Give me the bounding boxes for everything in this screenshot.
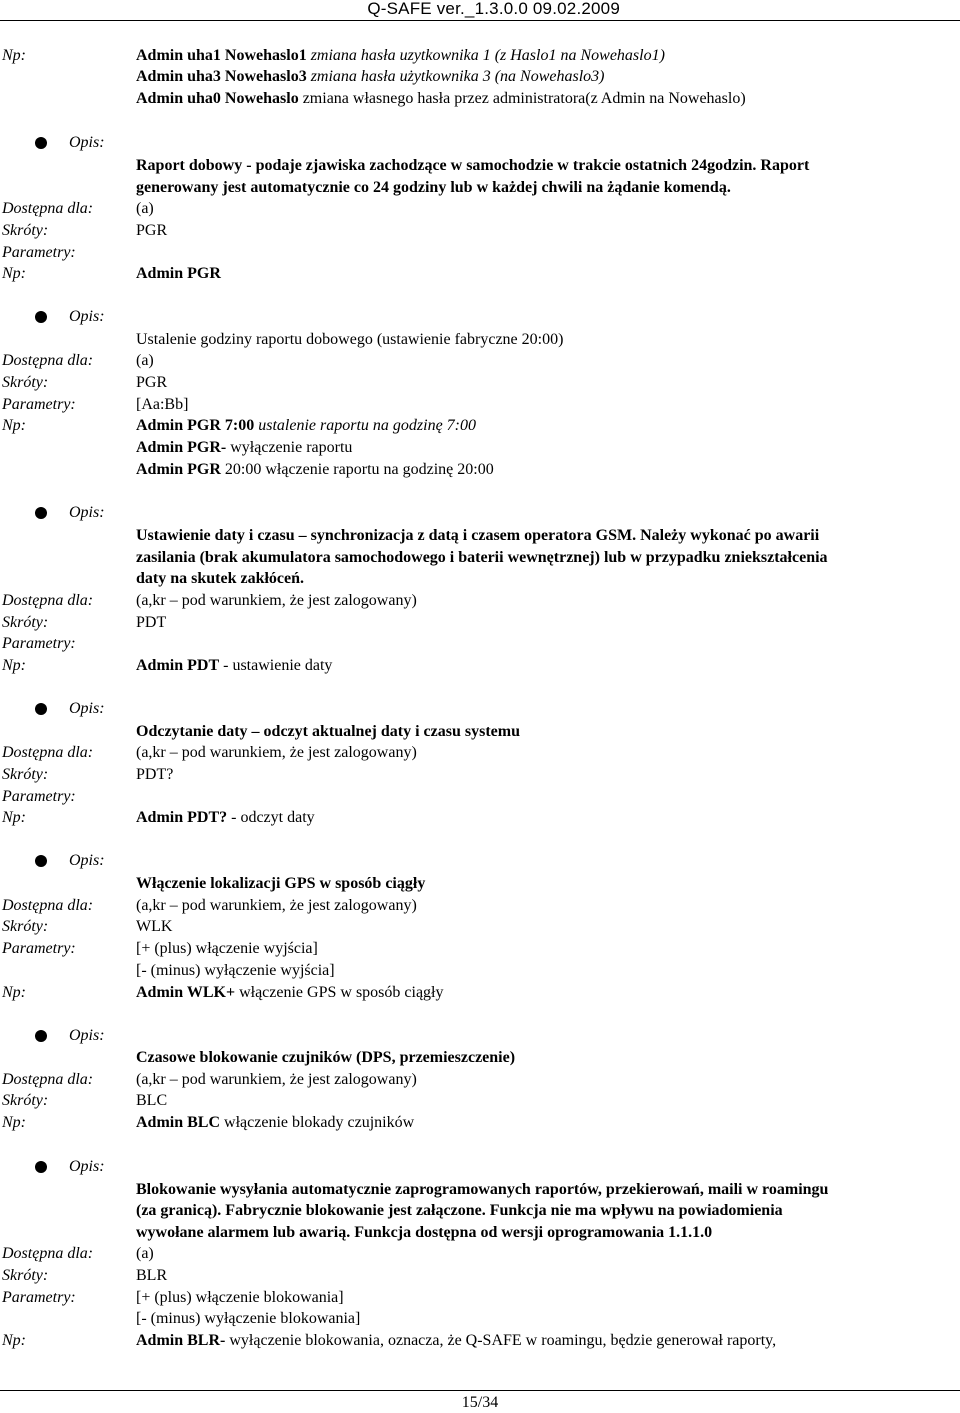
footer-divider [0, 1390, 960, 1391]
s5-dostepna: Dostępna dla: (a,kr – pod warunkiem, że jest zalogowany) [2, 897, 417, 914]
command: Admin uha1 Nowehaslo1 [136, 47, 311, 64]
bullet-icon [35, 855, 47, 867]
command: Admin uha3 Nowehaslo3 [136, 68, 311, 85]
bullet-icon [35, 703, 47, 715]
bullet-icon [35, 1161, 47, 1173]
s5-parametry-1: Parametry: [+ (plus) włączenie wyjścia] [2, 940, 318, 957]
s3-desc-2: zasilania (brak akumulatora samochodowego i baterii wewnętrznej) lub w przypadku zniekształcenia [136, 549, 828, 566]
command-desc: zmiana własnego hasła przez administratora(z Admin na Nowehaslo) [302, 90, 746, 107]
page-header [0, 0, 960, 20]
s2-dostepna: Dostępna dla: (a) [2, 352, 154, 369]
s4-opis-row: Opis: [0, 698, 960, 720]
command-desc: zmiana hasła użytkownika 3 (na Nowehaslo3) [310, 68, 605, 85]
s3-dostepna: Dostępna dla: (a,kr – pod warunkiem, że jest zalogowany) [2, 592, 417, 609]
intro-row-2 [0, 66, 960, 88]
s6-desc: Czasowe blokowanie czujników (DPS, przemieszczenie) [136, 1049, 516, 1066]
s1-np: Np: Admin PGR [2, 265, 221, 282]
np-label: Np: [2, 47, 26, 64]
s2-skroty: Skróty: PGR [2, 374, 168, 391]
s7-parametry-1: Parametry: [+ (plus) włączenie blokowania] [2, 1289, 344, 1306]
s7-desc-2: (za granicą). Fabrycznie blokowanie jest załączone. Funkcja nie ma wpływu na powiadomienia [136, 1202, 783, 1219]
s1-dostepna: Dostępna dla: (a) [2, 200, 154, 217]
s7-opis-row: Opis: [0, 1156, 960, 1178]
s1-desc-1: Raport dobowy - podaje zjawiska zachodzące w samochodzie w trakcie ostatnich 24godzin. Raport [136, 157, 810, 174]
intro-row-1 [0, 45, 960, 67]
s2-opis-row: Opis: [0, 306, 960, 328]
s2-np-2: Admin PGR- wyłączenie raportu [136, 439, 353, 456]
s6-skroty: Skróty: BLC [2, 1092, 168, 1109]
s5-parametry-2: [- (minus) wyłączenie wyjścia] [136, 962, 335, 979]
bullet-icon [35, 311, 47, 323]
s3-np: Np: Admin PDT - ustawienie daty [2, 657, 333, 674]
opis-label: Opis: [69, 134, 105, 151]
s2-desc: Ustalenie godziny raportu dobowego (ustawienie fabryczne 20:00) [136, 331, 564, 348]
command: Admin uha0 Nowehaslo [136, 90, 303, 107]
s1-desc-2: generowany jest automatycznie co 24 godziny lub w każdej chwili na żądanie komendą. [136, 179, 731, 196]
s7-skroty: Skróty: BLR [2, 1267, 168, 1284]
s2-parametry: Parametry: [Aa:Bb] [2, 396, 189, 413]
s3-opis-row: Opis: [0, 502, 960, 524]
s5-opis-row: Opis: [0, 850, 960, 872]
s1-parametry: Parametry: [2, 244, 76, 261]
s6-opis-row: Opis: [0, 1025, 960, 1047]
s4-np: Np: Admin PDT? - odczyt daty [2, 809, 315, 826]
bullet-icon [35, 1030, 47, 1042]
page-number: 15/34 [461, 1394, 499, 1411]
s1-opis-row [0, 132, 960, 154]
s3-parametry: Parametry: [2, 635, 76, 652]
command-desc: zmiana hasła uzytkownika 1 (z Haslo1 na Nowehaslo1) [310, 47, 665, 64]
header-divider [0, 20, 960, 21]
s4-parametry: Parametry: [2, 788, 76, 805]
s5-desc: Włączenie lokalizacji GPS w sposób ciągły [136, 875, 426, 892]
s7-desc-1: Blokowanie wysyłania automatycznie zaprogramowanych raportów, przekierowań, maili w roamingu [136, 1181, 829, 1198]
s5-skroty: Skróty: WLK [2, 918, 173, 935]
s4-dostepna: Dostępna dla: (a,kr – pod warunkiem, że jest zalogowany) [2, 744, 417, 761]
intro-row-3 [0, 88, 960, 110]
s7-parametry-2: [- (minus) wyłączenie blokowania] [136, 1310, 361, 1327]
s3-desc-1: Ustawienie daty i czasu – synchronizacja z datą i czasem operatora GSM. Należy wykonać po awarii [136, 527, 820, 544]
s4-desc: Odczytanie daty – odczyt aktualnej daty i czasu systemu [136, 723, 520, 740]
s2-np-3: Admin PGR 20:00 włączenie raportu na godzinę 20:00 [136, 461, 494, 478]
s4-skroty: Skróty: PDT? [2, 766, 174, 783]
s6-np: Np: Admin BLC włączenie blokady czujników [2, 1114, 415, 1131]
s2-np-1: Np: Admin PGR 7:00 ustalenie raportu na godzinę 7:00 [2, 417, 476, 434]
s5-np: Np: Admin WLK+ włączenie GPS w sposób ciągły [2, 984, 444, 1001]
s7-desc-3: wywołane alarmem lub awarią. Funkcja dostępna od wersji oprogramowania 1.1.1.0 [136, 1224, 713, 1241]
header-title: Q-SAFE ver._1.3.0.0 09.02.2009 [367, 0, 620, 18]
s7-np: Np: Admin BLR- wyłączenie blokowania, oznacza, że Q-SAFE w roamingu, będzie generował raporty, [2, 1332, 777, 1349]
bullet-icon [35, 137, 47, 149]
s3-skroty: Skróty: PDT [2, 614, 167, 631]
s6-dostepna: Dostępna dla: (a,kr – pod warunkiem, że jest zalogowany) [2, 1071, 417, 1088]
s1-skroty: Skróty: PGR [2, 222, 168, 239]
bullet-icon [35, 507, 47, 519]
s3-desc-3: daty na skutek zakłóceń. [136, 570, 305, 587]
s7-dostepna: Dostępna dla: (a) [2, 1245, 154, 1262]
